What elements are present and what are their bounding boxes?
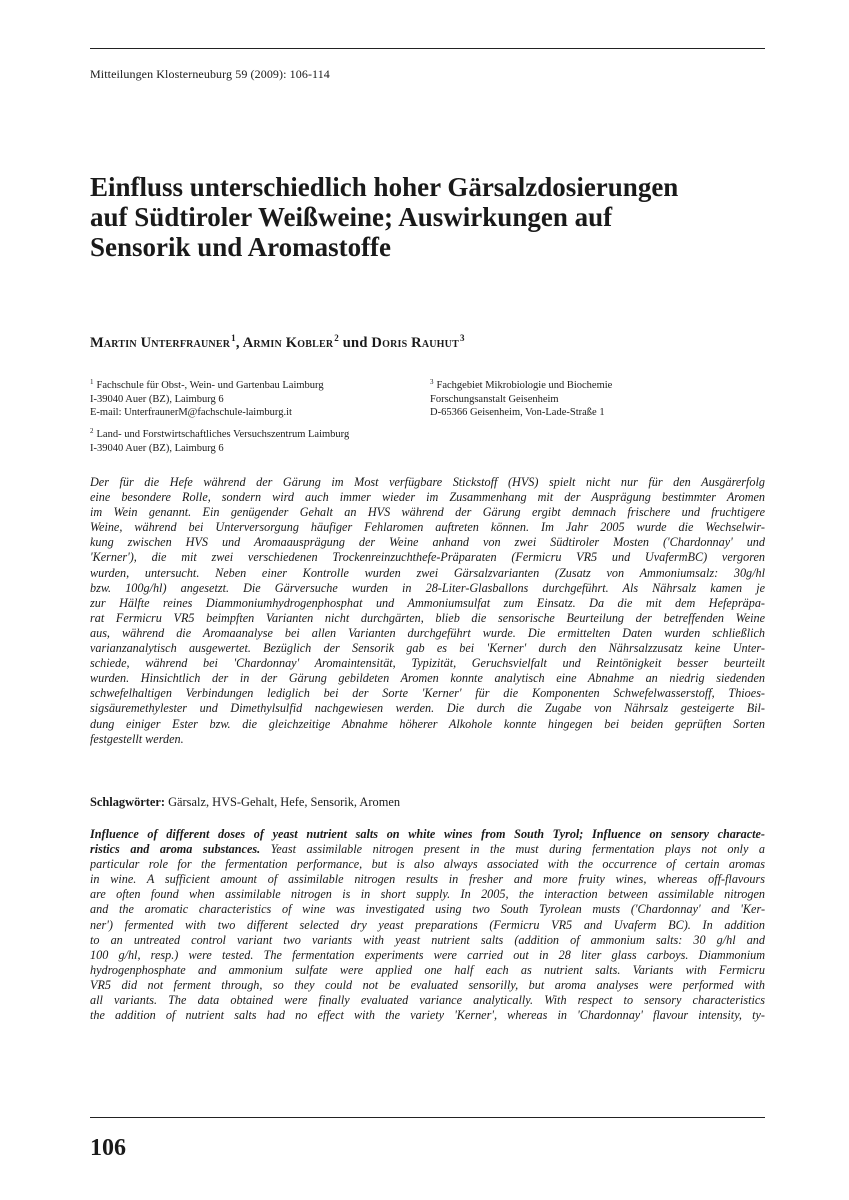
abstract-line: aus, während die Aromaanalyse bei allen Varianten durchgeführt wurde. Die ermittelten Daten wurden schließlich — [90, 625, 765, 640]
abstract-line: sigsäuremethylester und Dimethylsulfid nachgewiesen werden. Die durch die Zugabe von Nährsalz gesteigerte Bil- — [90, 701, 765, 716]
abstract-line: in wine. A sufficient amount of assimilable nitrogen results in fresher and more fruity wines, whereas off-flavours — [90, 872, 765, 887]
header-rule — [90, 48, 765, 49]
abstract-line: 100 g/hl, resp.) were tested. The fermentation experiments were carried out in 28 liter glass carboys. Diammonium — [90, 947, 765, 962]
author-list — [90, 333, 465, 352]
page-number: 106 — [90, 1135, 126, 1161]
author-separator: und — [338, 335, 372, 351]
abstract-line: all variants. The data obtained were finally evaluated variance analytically. With respect to sensory characteristics — [90, 993, 765, 1008]
affiliation-line — [430, 376, 612, 393]
abstract-line: bzw. 100g/hl) angesetzt. Die Gärversuche wurden in 28-Liter-Glasballons durchgeführt. Als Nährsalz kamen je — [90, 580, 765, 595]
keywords-label: Schlagwörter: — [90, 795, 166, 809]
affiliation-mark: 2 — [90, 427, 94, 435]
affiliation-line: I-39040 Auer (BZ), Laimburg 6 — [90, 442, 224, 454]
author-affiliation-mark: 2 — [334, 333, 339, 343]
abstract-line: zur Hälfte reines Diammoniumhydrogenphosphat und Ammoniumsulfat zum Einsatz. Da die mit dem Hefepräpa- — [90, 595, 765, 610]
abstract-line: schiede, während bei 'Chardonnay' Aromaintensität, Typizität, Geruchsvielfalt und Reintönigkeit besser beurteilt — [90, 656, 765, 671]
abstract-line: are often found when assimilable nitrogen is in short supply. In 2005, the interaction between assimilable nitrogen — [90, 887, 765, 902]
affiliation-line — [90, 425, 349, 442]
abstract-line: eine besondere Rolle, sondern wird auch immer wieder im Zusammenhang mit der Ausprägung bestimmter Aromen — [90, 490, 765, 505]
abstract-line: the addition of nutrient salts had no effect with the variety 'Kerner', whereas in 'Chardonnay' flavour intensity, ty- — [90, 1008, 765, 1023]
affiliation-line: I-39040 Auer (BZ), Laimburg 6 — [90, 393, 224, 405]
affiliation-1 — [90, 376, 324, 420]
footer-rule — [90, 1117, 765, 1118]
abstract-line — [90, 842, 765, 857]
author-name: Martin Unterfrauner — [90, 335, 231, 351]
abstract-line: varianzanalytisch ausgewertet. Bezüglich der Sensorik gab es bei 'Kerner' durch den Nährsalzzusatz keine Unter- — [90, 641, 765, 656]
affiliation-text: Fachgebiet Mikrobiologie und Biochemie — [436, 380, 613, 391]
author-separator: , — [235, 335, 243, 351]
title-line: Sensorik und Aromastoffe — [90, 232, 392, 262]
abstract-line: wurden, untersucht. Neben einer Kontrolle wurden zwei Gärsalzvarianten (Zusatz von Ammoniumsalz: 30g/hl — [90, 565, 765, 580]
abstract-german — [90, 475, 765, 747]
affiliation-mark: 3 — [430, 378, 434, 386]
abstract-en-title: Influence of different doses of yeast nutrient salts on white wines from South Tyrol; Influence on sensory characte- — [90, 827, 765, 841]
abstract-line: Der für die Hefe während der Gärung im Most verfügbare Stickstoff (HVS) spielt nicht nur für den Ausgärerfolg — [90, 475, 765, 489]
author-affiliation-mark: 1 — [231, 333, 236, 343]
abstract-line: ner') fermented with two different selected dry yeast preparations (Fermicru VR5 and Uvaferm BC). In addition — [90, 917, 765, 932]
abstract-english — [90, 827, 765, 1023]
keywords-text: Gärsalz, HVS-Gehalt, Hefe, Sensorik, Aromen — [165, 795, 401, 809]
author-affiliation-mark: 3 — [459, 333, 465, 343]
abstract-line: hydrogenphosphate and ammonium sulfate were applied one half each as nutrient salts. Variants with Fermicru — [90, 962, 765, 977]
affiliation-line: Forschungsanstalt Geisenheim — [430, 393, 559, 405]
abstract-en-title-end: ristics and aroma substances. — [90, 842, 261, 857]
title-line: Einfluss unterschiedlich hoher Gärsalzdosierungen — [90, 172, 679, 202]
abstract-line: Weine, während bei Unterversorgung häufiger Fehlaromen auftreten können. Im Jahr 2005 wurde die Wechselwir- — [90, 520, 765, 535]
abstract-en-text: Yeast assimilable nitrogen present in the must during fermentation plays not only a — [260, 842, 765, 857]
article-title — [90, 172, 765, 262]
affiliation-email: E-mail: UnterfraunerM@fachschule-laimburg.it — [90, 407, 292, 418]
abstract-line: and the aromatic characteristics of wine was investigated using two South Tyrolean musts ('Chardonnay' and 'Ker- — [90, 902, 765, 917]
abstract-line: VR5 did not ferment through, so they could not be evaluated sensorilly, but aroma analyses were performed with — [90, 977, 765, 992]
abstract-line: wurden. Hinsichtlich der in der Gärung gebildeten Aromen konnte analytisch eine Abnahme an niedrig siedenden — [90, 671, 765, 686]
title-line: auf Südtiroler Weißweine; Auswirkungen auf — [90, 202, 613, 232]
keywords — [90, 795, 400, 810]
abstract-line: festgestellt werden. — [90, 731, 184, 746]
affiliation-text: Fachschule für Obst-, Wein- und Gartenbau Laimburg — [96, 380, 324, 391]
affiliation-mark: 1 — [90, 378, 94, 386]
affiliation-line: D-65366 Geisenheim, Von-Lade-Straße 1 — [430, 407, 605, 418]
abstract-line: im Wein genannt. Ein genügender Gehalt an HVS während der Gärung ergibt demnach frischere und fruchtigere — [90, 505, 765, 520]
author-name: Doris Rauhut — [371, 335, 459, 351]
author-name: Armin Kobler — [242, 335, 334, 351]
journal-citation: Mitteilungen Klosterneuburg 59 (2009): 106-114 — [90, 67, 330, 81]
abstract-line: kung zwischen HVS und Aromaausprägung der Weine anhand von zwei Südtiroler Mosten ('Chardonnay' und — [90, 535, 765, 550]
abstract-line: dung einiger Ester bzw. die gleichzeitige Abnahme höherer Alkohole konnte hingegen bei beiden geprüften Sorten — [90, 716, 765, 731]
affiliation-3 — [430, 376, 612, 420]
abstract-line: schwefelhaltigen Verbindungen lediglich bei der Sorte 'Kerner' für die Komponenten Schwefelwasserstoff, Thioes- — [90, 686, 765, 701]
abstract-line: particular role for the fermentation performance, but is also always associated with the occurrence of certain aromas — [90, 857, 765, 872]
affiliation-2 — [90, 425, 349, 455]
abstract-line: to an untreated control variant two variants with yeast nutrient salts (addition of ammonium salts: 30 g/hl and — [90, 932, 765, 947]
abstract-line: rat Fermicru VR5 beimpften Varianten nicht durchgärten, blieb die sensorische Beurteilung der betreffenden Weine — [90, 610, 765, 625]
abstract-line: 'Kerner'), die mit zwei verschiedenen Trockenreinzuchthefe-Präparaten (Fermicru VR5 und UvafermBC) vergoren — [90, 550, 765, 565]
affiliation-line — [90, 376, 324, 393]
affiliation-text: Land- und Forstwirtschaftliches Versuchszentrum Laimburg — [96, 429, 350, 440]
